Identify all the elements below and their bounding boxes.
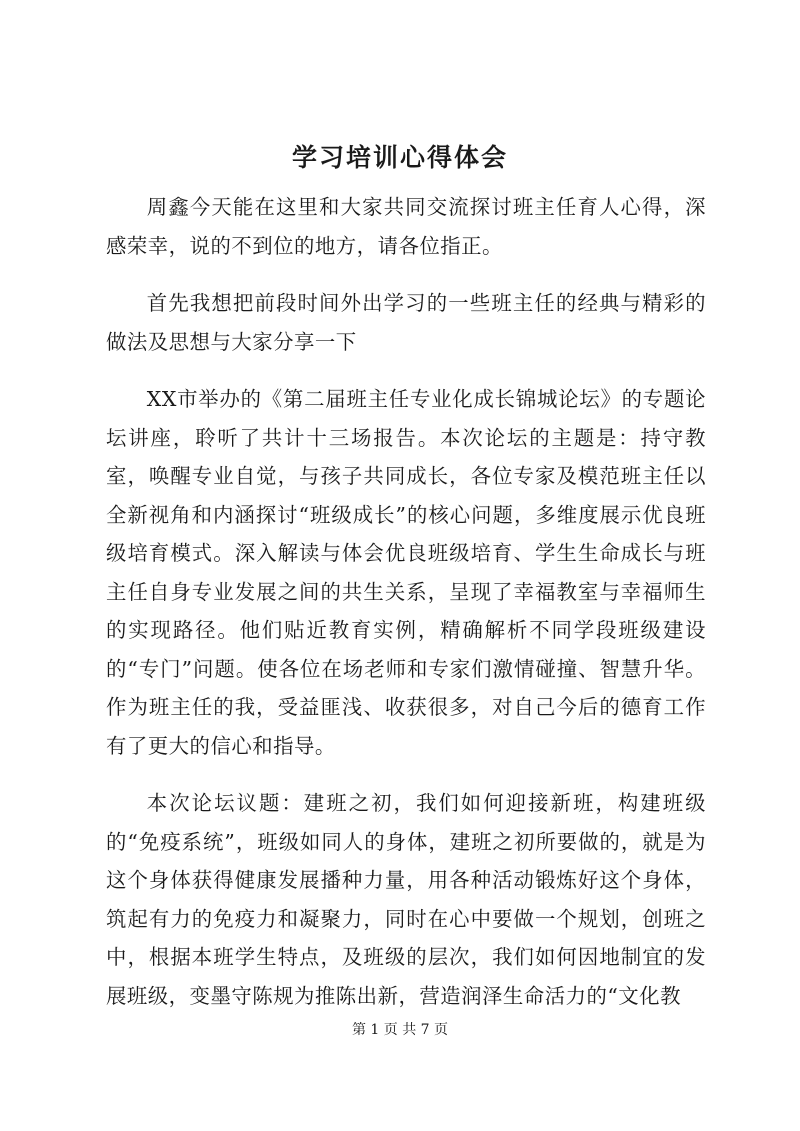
paragraph-topic: 本次论坛议题：建班之初，我们如何迎接新班，构建班级的“免疫系统”，班级如同人的身体，建班之初所要做的，就是为这个身体获得健康发展播种力量，用各种活动锻炼好这个身体，筑起有力的免疫力和凝聚力，同时在心中要做一个规划，创班之中，根据本班学生特点，及班级的层次，我们如何因地制宜的发展班级，变墨守陈规为推陈出新，营造润泽生命活力的“文化教 xyxy=(106,791,706,1008)
paragraph-sharing: 首先我想把前段时间外出学习的一些班主任的经典与精彩的做法及思想与大家分享一下 xyxy=(106,291,706,354)
document-title: 学习培训心得体会 xyxy=(291,143,508,172)
page-number-footer: 第 1 页 共 7 页 xyxy=(351,1022,449,1038)
paragraph-forum: XX市举办的《第二届班主任专业化成长锦城论坛》的专题论坛讲座，聆听了共计十三场报告。本次论坛的主题是：持守教室，唤醒专业自觉，与孩子共同成长，各位专家及模范班主任以全新视角和内涵探讨“班级成长”的核心问题，多维度展示优良班级培育模式。深入解读与体会优良班级培育、学生生命成长与班主任自身专业发展之间的共生关系，呈现了幸福教室与幸福师生的实现路径。他们贴近教育实例，精确解析不同学段班级建设的“专门”问题。使各位在场老师和专家们激情碰撞、智慧升华。作为班主任的我，受益匪浅、收获很多，对自己今后的德育工作有了更大的信心和指导。 xyxy=(106,387,706,758)
paragraph-intro: 周鑫今天能在这里和大家共同交流探讨班主任育人心得，深感荣幸，说的不到位的地方，请各位指正。 xyxy=(106,195,706,258)
document-body xyxy=(106,188,706,1034)
